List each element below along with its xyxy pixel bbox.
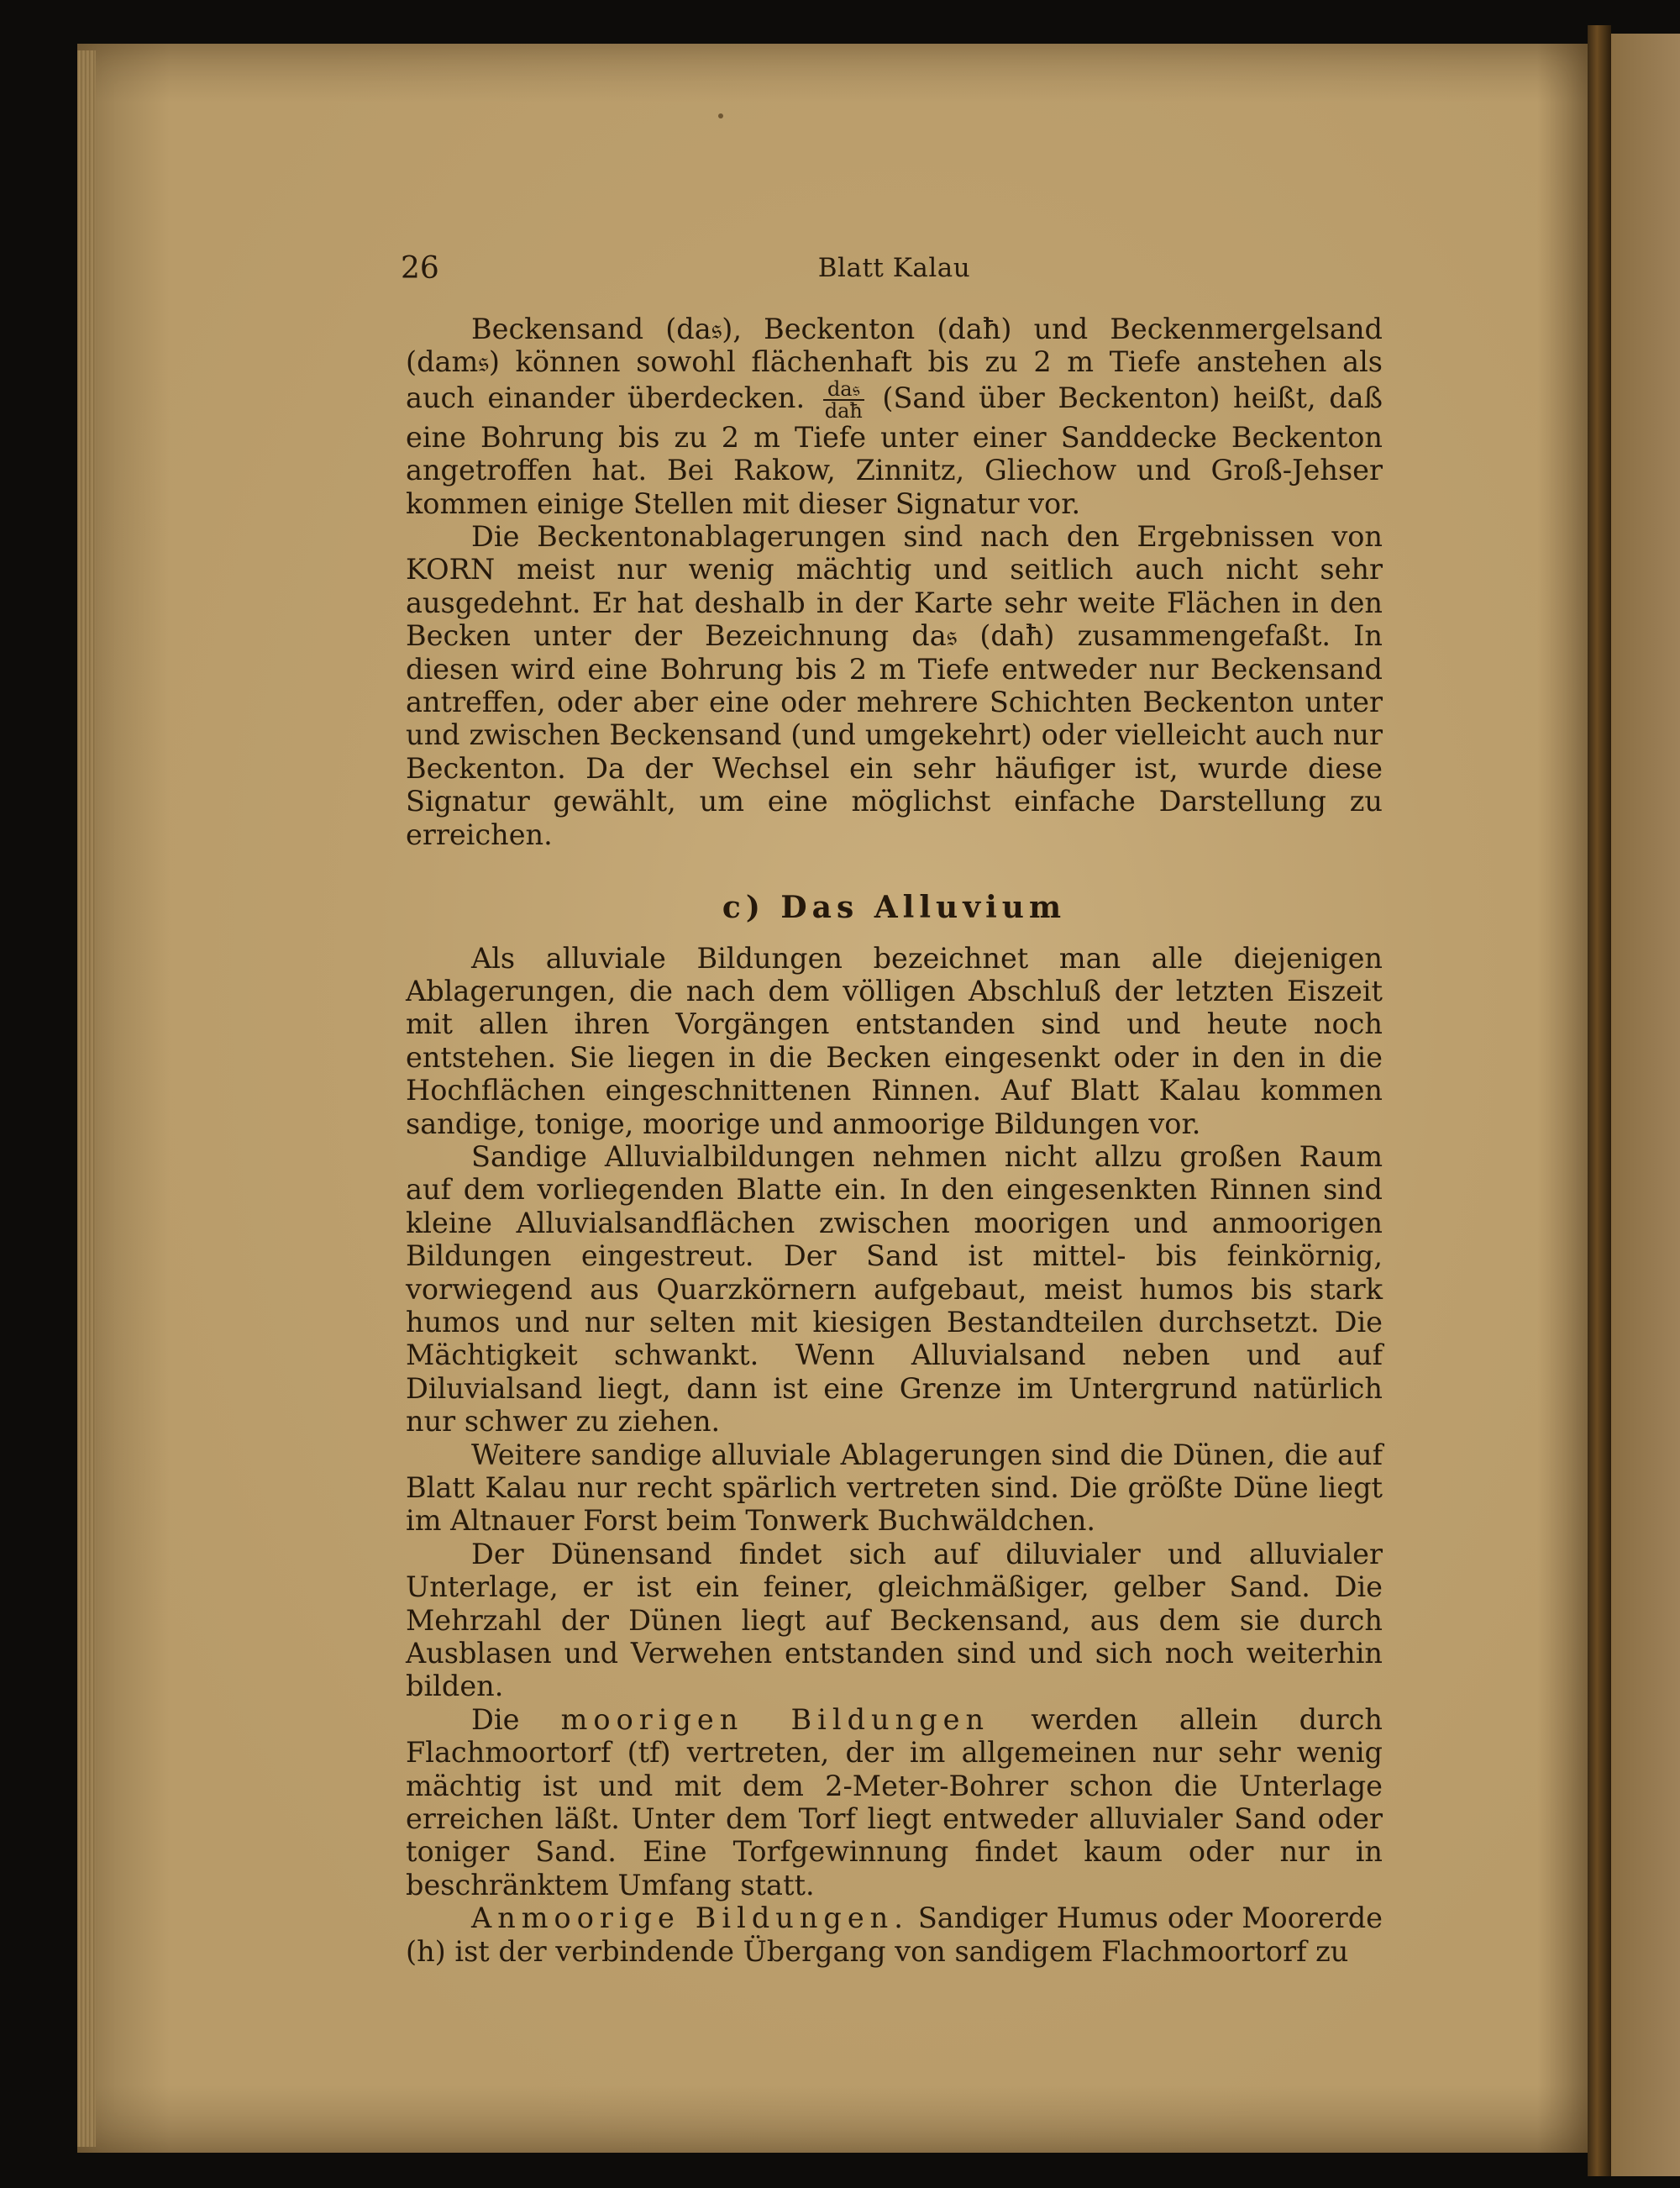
fraction-numerator: da𝔰: [823, 379, 864, 401]
paragraph-text: werden allein durch Flachmoortorf (tf) vertreten, der im allgemeinen nur sehr wenig mächtig ist und mit dem 2-Meter-Bohrer schon die Unterlage erreichen läßt. Unter dem Torf liegt entweder alluvialer Sand oder toniger Sand. Eine Torfgewinnung findet kaum oder nur in beschränktem Umfang statt.: [406, 1702, 1383, 1901]
paragraph-duenensand: Der Dünensand findet sich auf diluvialer und alluvialer Unterlage, er ist ein feiner, gleichmäßiger, gelber Sand. Die Mehrzahl der Dünen liegt auf Beckensand, aus dem sie durch Ausblasen und Verwehen entstanden sind und sich noch weiterhin bilden.: [406, 1537, 1383, 1703]
page-header: [401, 251, 1383, 292]
spaced-term: Anmoorige Bildungen.: [471, 1901, 909, 1935]
paragraph-moorige-bildungen: [406, 1703, 1383, 1901]
spaced-term: moorigen Bildungen: [560, 1702, 990, 1736]
page-number: 26: [401, 251, 439, 286]
paragraph-beckensand: [406, 313, 1383, 520]
paper-speck: [718, 113, 723, 118]
paragraph-beckenton: Die Beckentonablagerungen sind nach den Ergebnissen von KORN meist nur wenig mächtig und seitlich auch nicht sehr ausgedehnt. Er hat deshalb in der Karte sehr weite Flächen in den Becken unter der Bezeichnung da𝔰 (daħ) zusammengefaßt. In diesen wird eine Bohrung bis 2 m Tiefe entweder nur Beckensand antreffen, oder aber eine oder mehrere Schichten Beckenton unter und zwischen Beckensand (und umgekehrt) oder vielleicht auch nur Beckenton. Da der Wechsel ein sehr häufiger ist, wurde diese Signatur gewählt, um eine möglichst einfache Darstellung zu erreichen.: [406, 520, 1383, 851]
paragraph-text: Beckensand (da𝔰), Beckenton (daħ) und Beckenmergelsand (dam𝔰) können sowohl flächenhaft bis zu 2 m Tiefe anstehen als auch einander überdecken.: [406, 313, 1383, 414]
paragraph-sandige-alluvialbildungen: Sandige Alluvialbildungen nehmen nicht allzu großen Raum auf dem vorliegenden Blatte ein. In den eingesenkten Rinnen sind kleine Alluvialsandflächen zwischen moorigen und anmoorigen Bildungen eingestreut. Der Sand ist mittel- bis feinkörnig, vorwiegend aus Quarzkörnern aufgebaut, meist humos bis stark humos und nur selten mit kiesigen Bestandteilen durchsetzt. Die Mächtigkeit schwankt. Wenn Alluvialsand neben und auf Diluvialsand liegt, dann ist eine Grenze im Untergrund natürlich nur schwer zu ziehen.: [406, 1139, 1383, 1439]
paragraph-text: Sandiger Humus oder Moorerde (h) ist der verbindende Übergang von sandigem Flachmoortorf zu: [406, 1901, 1383, 1968]
page-edges: [77, 50, 96, 2147]
paragraph-text: (Sand über Beckenton) heißt, daß eine Bohrung bis zu 2 m Tiefe unter einer Sanddecke Beckenton angetroffen hat. Bei Rakow, Zinnitz, Gliechow und Groß-Jehser kommen einige Stellen mit dieser Signatur vor.: [406, 381, 1383, 520]
fraction-symbol: [823, 376, 864, 423]
paragraph-alluviale-bildungen: Als alluviale Bildungen bezeichnet man alle diejenigen Ablagerungen, die nach dem völligen Abschluß der letzten Eiszeit mit allen ihren Vorgängen entstanden sind und heute noch entstehen. Sie liegen in die Becken eingesenkt oder in den in die Hochflächen eingeschnittenen Rinnen. Auf Blatt Kalau kommen sandige, tonige, moorige und anmoorige Bildungen vor.: [406, 941, 1383, 1140]
book-gutter: [1588, 25, 1611, 2176]
page-text: [401, 251, 1383, 1968]
paragraph-anmoorige-bildungen: [406, 1901, 1383, 1968]
paragraph-duenen: Weitere sandige alluviale Ablagerungen sind die Dünen, die auf Blatt Kalau nur recht spärlich vertreten sind. Die größte Düne liegt im Altnauer Forst beim Tonwerk Buchwäldchen.: [406, 1438, 1383, 1538]
fraction-denominator: daħ: [824, 398, 863, 423]
section-heading: c) Das Alluvium: [722, 890, 1067, 926]
facing-page: [1611, 34, 1680, 2176]
running-head: Blatt Kalau: [817, 253, 971, 283]
paragraph-lead: Die: [471, 1702, 520, 1736]
